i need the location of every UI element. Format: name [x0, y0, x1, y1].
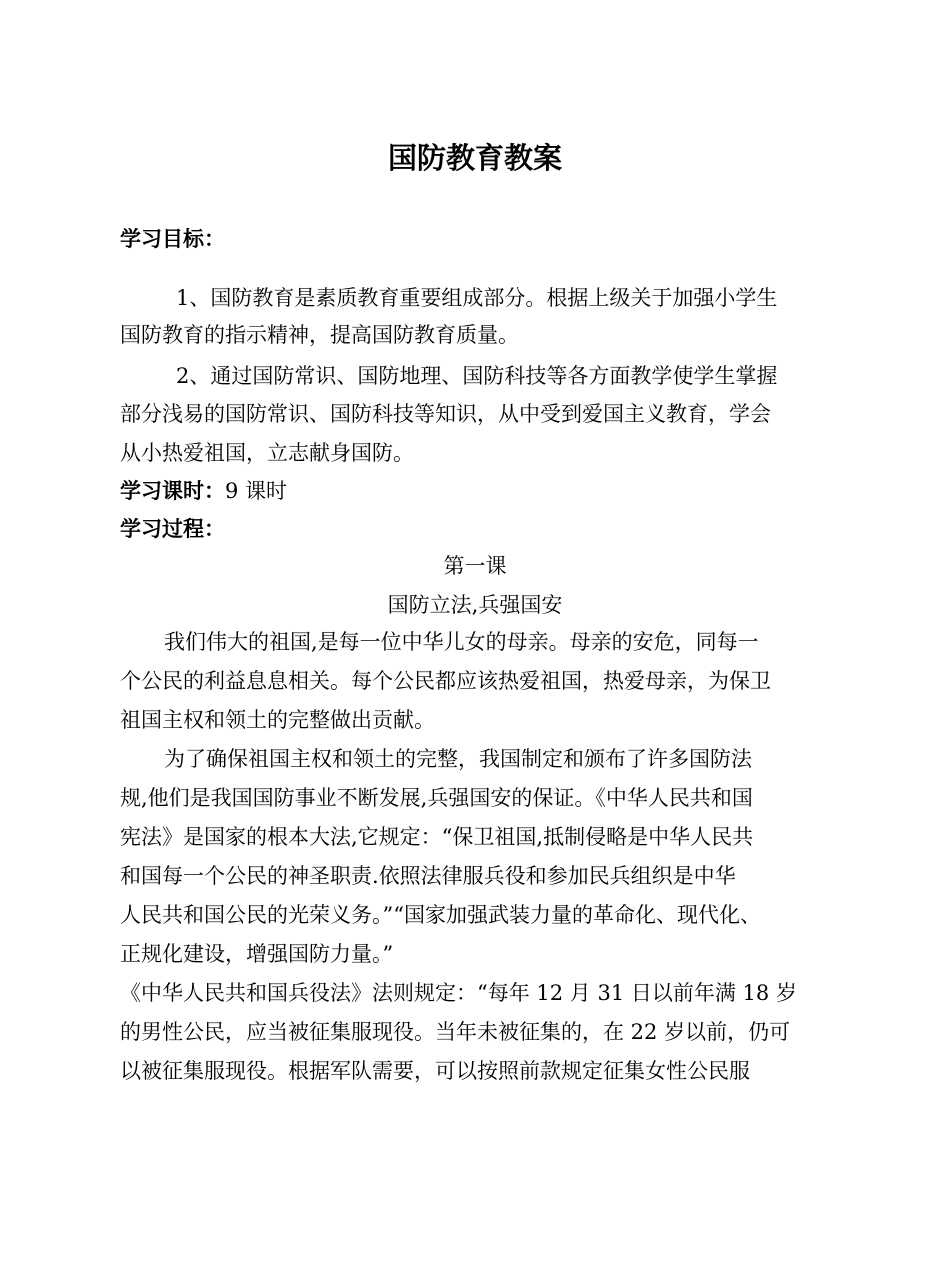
body-line: 为了确保祖国主权和领土的完整，我国制定和颁布了许多国防法 [164, 747, 752, 771]
body-line: 个公民的利益息息相关。每个公民都应该热爱祖国，热爱母亲，为保卫 [120, 669, 771, 693]
body-line: 和国每一个公民的神圣职责.依照法律服兵役和参加民兵组织是中华 [120, 864, 736, 888]
body-line: 《中华人民共和国兵役法》法则规定：“每年 12 月 31 日以前年满 18 岁 [120, 981, 797, 1005]
process-heading: 学习过程： [120, 516, 225, 541]
hours-label: 学习课时： [120, 478, 225, 503]
objective-line: 国防教育的指示精神，提高国防教育质量。 [120, 323, 519, 347]
lesson-subtitle: 国防立法,兵强国安 [387, 593, 563, 617]
objective-line: 部分浅易的国防常识、国防科技等知识，从中受到爱国主义教育，学会 [120, 402, 771, 426]
body-line: 人民共和国公民的光荣义务。”“国家加强武装力量的革命化、现代化、 [120, 903, 761, 927]
body-line: 祖国主权和领土的完整做出贡献。 [120, 708, 435, 732]
body-line: 我们伟大的祖国,是每一位中华儿女的母亲。母亲的安危，同每一 [164, 630, 759, 654]
lesson-title: 第一课 [443, 554, 507, 578]
body-line: 规,他们是我国国防事业不断发展,兵强国安的保证。《中华人民共和国 [120, 786, 753, 810]
objective-line: 1、国防教育是素质教育重要组成部分。根据上级关于加强小学生 [176, 286, 778, 310]
body-line: 正规化建设，增强国防力量。” [120, 942, 394, 966]
objective-line: 2、通过国防常识、国防地理、国防科技等各方面教学使学生掌握 [176, 364, 778, 388]
body-line: 的男性公民，应当被征集服现役。当年未被征集的，在 22 岁以前，仍可 [120, 1020, 791, 1044]
objective-line: 从小热爱祖国，立志献身国防。 [120, 441, 414, 465]
body-line: 以被征集服现役。根据军队需要，可以按照前款规定征集女性公民服 [120, 1059, 750, 1083]
objectives-heading: 学习目标： [120, 226, 225, 251]
document-title: 国防教育教案 [387, 141, 562, 175]
hours-value: 9 课时 [225, 479, 288, 503]
body-line: 宪法》是国家的根本大法,它规定：“保卫祖国,抵制侵略是中华人民共 [120, 825, 754, 849]
hours-heading [120, 476, 287, 506]
